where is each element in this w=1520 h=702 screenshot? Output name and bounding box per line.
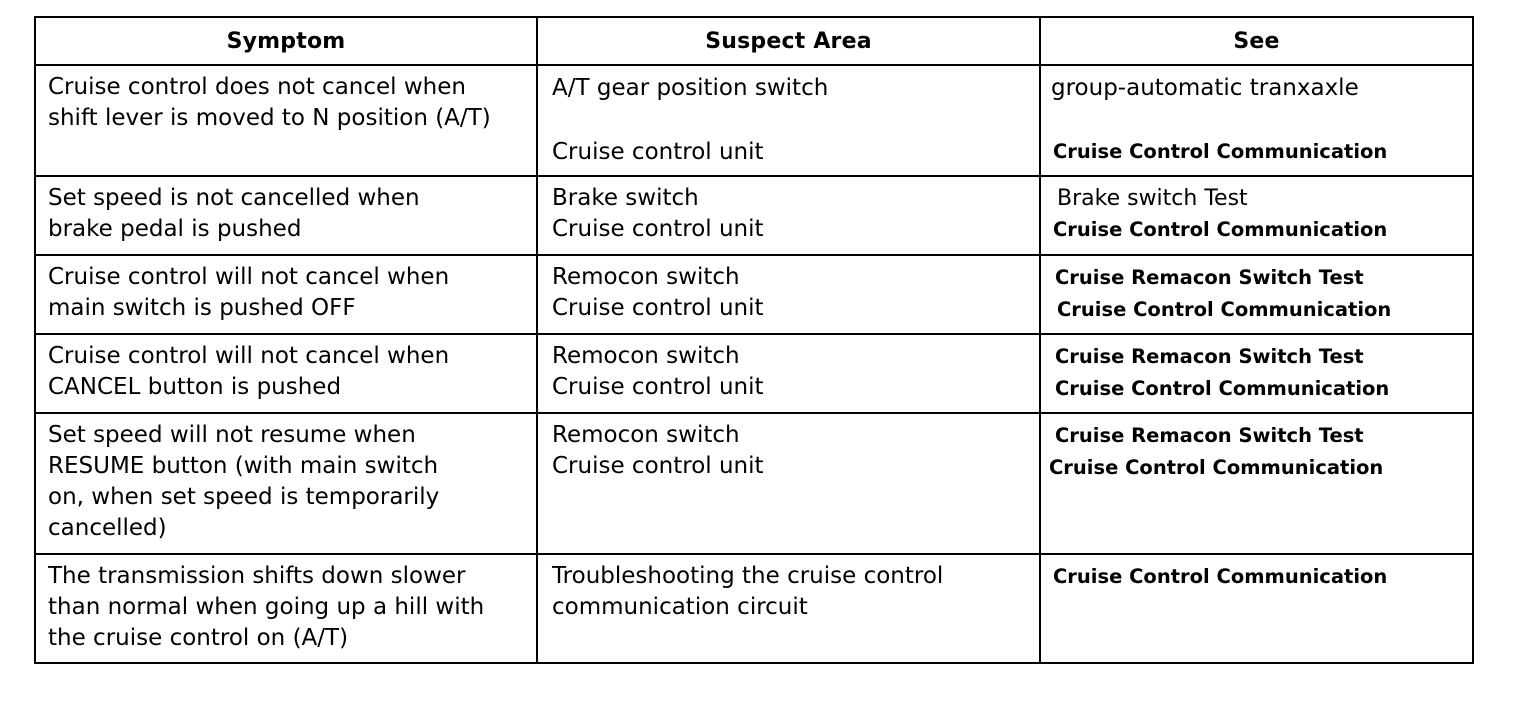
table-row xyxy=(35,334,1473,413)
table-row xyxy=(35,65,1473,176)
see-line: Cruise Control Communication xyxy=(1053,140,1388,163)
symptom-cell xyxy=(35,255,537,334)
suspect-line: communication circuit xyxy=(552,594,808,620)
table-row xyxy=(35,413,1473,554)
table-row xyxy=(35,554,1473,663)
see-cell xyxy=(1040,554,1473,663)
see-cell xyxy=(1040,176,1473,255)
see-cell xyxy=(1040,334,1473,413)
see-line: Cruise Remacon Switch Test xyxy=(1055,266,1364,289)
suspect-line: Cruise control unit xyxy=(552,453,764,479)
suspect-area-cell xyxy=(537,413,1040,554)
symptom-cell xyxy=(35,554,537,663)
see-line: Cruise Control Communication xyxy=(1057,298,1392,321)
suspect-area-cell xyxy=(537,334,1040,413)
see-line: Cruise Control Communication xyxy=(1053,565,1388,588)
suspect-line: Cruise control unit xyxy=(552,216,764,242)
symptom-line: Cruise control does not cancel when xyxy=(48,74,466,100)
see-line: Cruise Control Communication xyxy=(1053,218,1388,241)
see-line: Cruise Remacon Switch Test xyxy=(1055,345,1364,368)
symptom-cell xyxy=(35,334,537,413)
symptom-line: on, when set speed is temporarily xyxy=(48,484,440,510)
symptom-line: Cruise control will not cancel when xyxy=(48,343,450,369)
header-see: See xyxy=(1040,17,1473,65)
symptom-line: shift lever is moved to N position (A/T) xyxy=(48,105,491,131)
diagnosis-table xyxy=(34,16,1474,664)
header-symptom: Symptom xyxy=(35,17,537,65)
see-line: Cruise Control Communication xyxy=(1049,456,1384,479)
see-line: Brake switch Test xyxy=(1057,186,1248,211)
header-row xyxy=(35,17,1473,65)
see-line: Cruise Control Communication xyxy=(1055,377,1390,400)
suspect-line: Remocon switch xyxy=(552,264,740,290)
symptom-cell xyxy=(35,413,537,554)
symptom-line: brake pedal is pushed xyxy=(48,216,302,242)
symptom-line: Set speed is not cancelled when xyxy=(48,185,420,211)
suspect-line: Troubleshooting the cruise control xyxy=(552,563,944,589)
see-cell xyxy=(1040,65,1473,176)
symptom-line: the cruise control on (A/T) xyxy=(48,625,349,651)
symptom-line: Cruise control will not cancel when xyxy=(48,264,450,290)
see-cell xyxy=(1040,413,1473,554)
suspect-line: Cruise control unit xyxy=(552,295,764,321)
suspect-spacer xyxy=(552,104,1031,137)
table-row xyxy=(35,255,1473,334)
suspect-line: A/T gear position switch xyxy=(552,75,829,101)
suspect-area-cell xyxy=(537,176,1040,255)
symptom-cell xyxy=(35,65,537,176)
symptom-line: main switch is pushed OFF xyxy=(48,295,356,321)
table-row xyxy=(35,176,1473,255)
suspect-line: Remocon switch xyxy=(552,422,740,448)
symptom-line: cancelled) xyxy=(48,515,167,541)
see-line: Cruise Remacon Switch Test xyxy=(1055,424,1364,447)
symptom-line: The transmission shifts down slower xyxy=(48,563,466,589)
suspect-line: Cruise control unit xyxy=(552,139,764,165)
suspect-area-cell xyxy=(537,255,1040,334)
suspect-area-cell xyxy=(537,65,1040,176)
suspect-line: Brake switch xyxy=(552,185,699,211)
symptom-line: RESUME button (with main switch xyxy=(48,453,439,479)
header-suspect-area: Suspect Area xyxy=(537,17,1040,65)
symptom-line: than normal when going up a hill with xyxy=(48,594,485,620)
suspect-area-cell xyxy=(537,554,1040,663)
see-line: group-automatic tranxaxle xyxy=(1051,75,1359,101)
suspect-line: Remocon switch xyxy=(552,343,740,369)
suspect-line: Cruise control unit xyxy=(552,374,764,400)
symptom-line: CANCEL button is pushed xyxy=(48,374,342,400)
symptom-cell xyxy=(35,176,537,255)
symptom-line: Set speed will not resume when xyxy=(48,422,416,448)
see-cell xyxy=(1040,255,1473,334)
